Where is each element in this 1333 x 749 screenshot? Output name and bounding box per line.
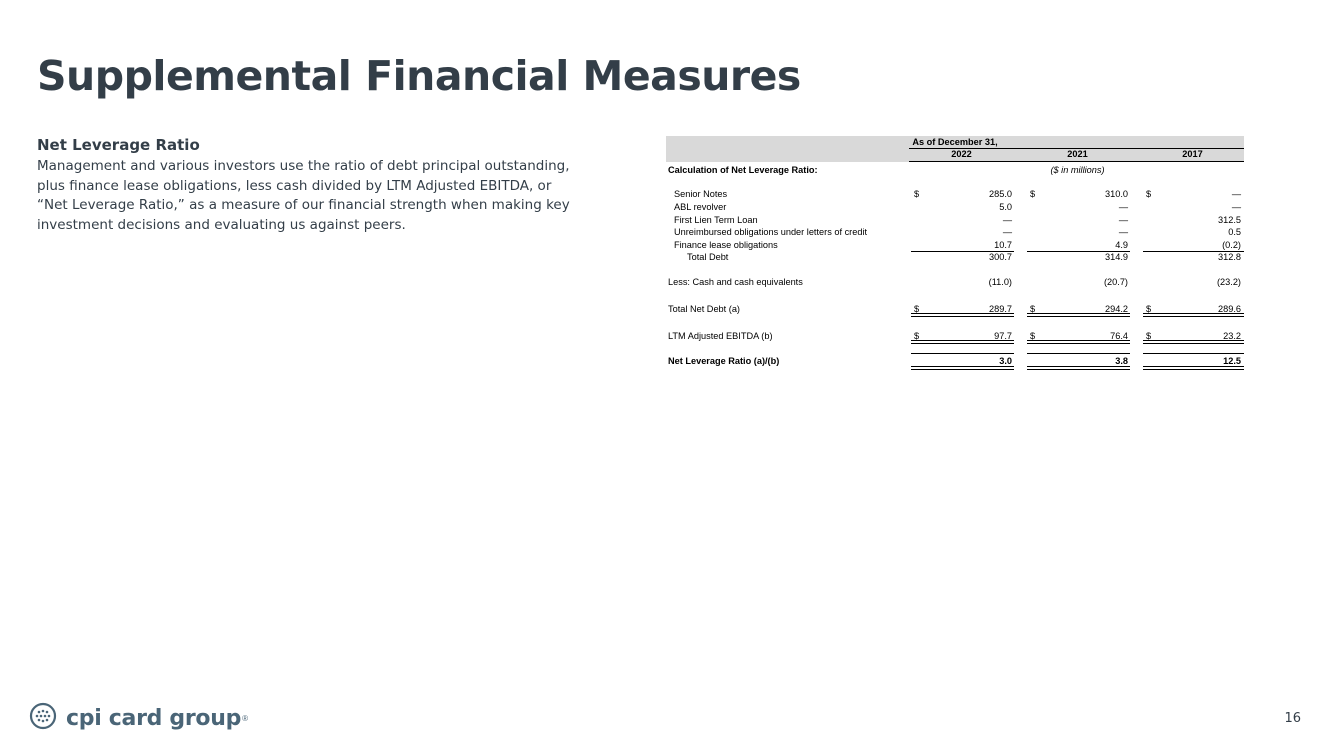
row-label-senior-notes: Senior Notes	[674, 189, 728, 199]
dollar-sign: $	[1146, 331, 1152, 341]
cell-first-lien-2017: 312.5	[1218, 215, 1241, 225]
cell-ratio-2022: 3.0	[999, 356, 1012, 366]
calc-label: Calculation of Net Leverage Ratio:	[668, 165, 818, 175]
total-double-rule	[1143, 340, 1244, 344]
cell-senior-notes-2022: 285.0	[989, 189, 1012, 199]
units-label: ($ in millions)	[1050, 165, 1105, 175]
row-label-finance-lease: Finance lease obligations	[674, 240, 778, 250]
company-logo	[28, 703, 248, 733]
dollar-sign: $	[914, 304, 920, 314]
cell-unreimbursed-2017: 0.5	[1228, 227, 1241, 237]
row-label-ratio: Net Leverage Ratio (a)/(b)	[668, 356, 780, 366]
total-double-rule	[1027, 366, 1130, 370]
dollar-sign: $	[914, 331, 920, 341]
row-label-unreimbursed: Unreimbursed obligations under letters of credit	[674, 227, 868, 237]
row-label-ebitda: LTM Adjusted EBITDA (b)	[668, 331, 773, 341]
total-double-rule	[911, 366, 1014, 370]
cell-finance-lease-2021: 4.9	[1115, 240, 1128, 250]
cell-senior-notes-2021: 310.0	[1105, 189, 1128, 199]
cell-cash-2017: (23.2)	[1216, 277, 1241, 287]
section-body: Management and various investors use the ratio of debt principal outstanding, plus finance lease obligations, less cash divided by LTM Adjusted EBITDA, or “Net Leverage Ratio,” as a measure of our financial strength when making key investment decisions and evaluating us against peers.	[37, 158, 570, 233]
globe-icon	[28, 701, 58, 736]
cell-cash-2022: (11.0)	[988, 277, 1012, 287]
cell-ebitda-2021: 76.4	[1110, 331, 1128, 341]
section-heading: Net Leverage Ratio	[37, 136, 200, 154]
total-double-rule	[911, 313, 1014, 317]
cell-ebitda-2017: 23.2	[1223, 331, 1241, 341]
year-2021: 2021	[1067, 149, 1088, 159]
cell-first-lien-2021: —	[1118, 215, 1128, 225]
dollar-sign: $	[914, 189, 920, 199]
ratio-top-rule	[911, 353, 1014, 354]
cell-finance-lease-2017: (0.2)	[1222, 240, 1241, 250]
cell-ebitda-2022: 97.7	[994, 331, 1012, 341]
row-label-cash: Less: Cash and cash equivalents	[668, 277, 803, 287]
cell-finance-lease-2022: 10.7	[994, 240, 1012, 250]
dollar-sign: $	[1030, 189, 1036, 199]
cell-abl-2017: —	[1231, 202, 1241, 212]
cell-unreimbursed-2022: —	[1002, 227, 1012, 237]
dollar-sign: $	[1030, 331, 1036, 341]
total-double-rule	[1027, 313, 1130, 317]
ratio-top-rule	[1143, 353, 1244, 354]
ratio-top-rule	[1027, 353, 1130, 354]
cell-ratio-2021: 3.8	[1115, 356, 1128, 366]
cell-first-lien-2022: —	[1002, 215, 1012, 225]
row-label-total-debt: Total Debt	[687, 252, 729, 262]
row-label-first-lien: First Lien Term Loan	[674, 215, 758, 225]
cell-net-debt-2021: 294.2	[1105, 304, 1128, 314]
year-2017: 2017	[1182, 149, 1203, 159]
total-double-rule	[1143, 366, 1244, 370]
description-panel	[37, 136, 577, 235]
page-title: Supplemental Financial Measures	[37, 52, 801, 100]
cell-unreimbursed-2021: —	[1118, 227, 1128, 237]
cell-total-debt-2022: 300.7	[989, 252, 1012, 262]
dollar-sign: $	[1146, 304, 1152, 314]
cell-abl-2021: —	[1118, 202, 1128, 212]
cell-net-debt-2022: 289.7	[989, 304, 1012, 314]
page-number: 16	[1284, 711, 1301, 726]
cell-abl-2022: 5.0	[999, 202, 1012, 212]
registered-mark: ®	[242, 713, 248, 723]
dollar-sign: $	[1030, 304, 1036, 314]
row-label-net-debt: Total Net Debt (a)	[668, 304, 740, 314]
total-double-rule	[911, 340, 1014, 344]
dollar-sign: $	[1146, 189, 1152, 199]
cell-cash-2021: (20.7)	[1103, 277, 1128, 287]
year-2022: 2022	[951, 149, 972, 159]
period-header: As of December 31,	[912, 137, 998, 147]
cell-total-debt-2021: 314.9	[1105, 252, 1128, 262]
cell-total-debt-2017: 312.8	[1218, 252, 1241, 262]
row-label-abl-revolver: ABL revolver	[674, 202, 727, 212]
total-double-rule	[1143, 313, 1244, 317]
cell-senior-notes-2017: —	[1231, 189, 1241, 199]
cell-ratio-2017: 12.5	[1223, 356, 1241, 366]
logo-text: cpi card group	[66, 705, 242, 731]
year-underline	[909, 161, 1244, 162]
cell-net-debt-2017: 289.6	[1218, 304, 1241, 314]
total-double-rule	[1027, 340, 1130, 344]
